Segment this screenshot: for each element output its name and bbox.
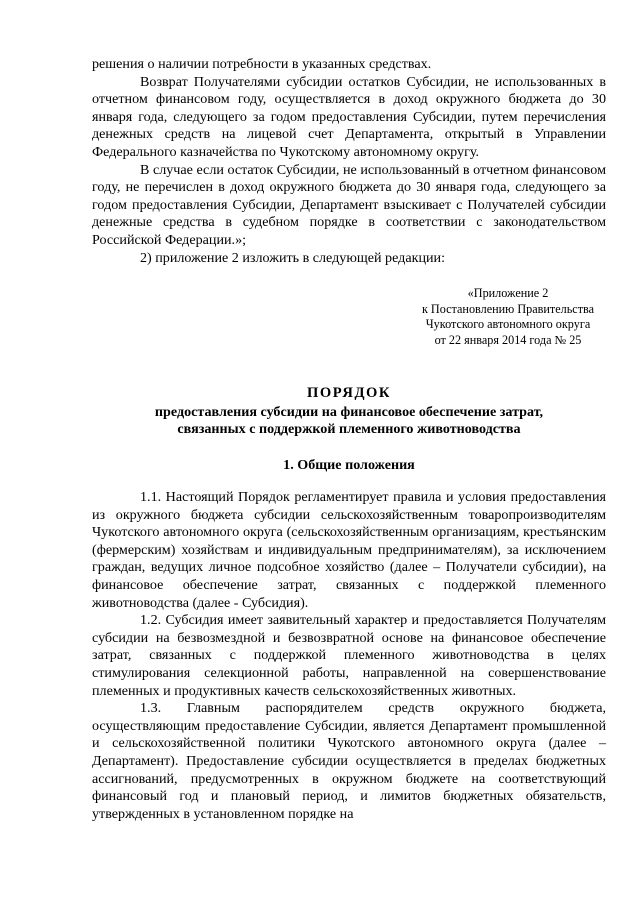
paragraph-continuation: решения о наличии потребности в указанных средствах. <box>92 56 432 72</box>
paragraph-refund: Возврат Получателями субсидии остатков Субсидии, не использованных в отчетном финансовом году, осуществляется в доход окружного бюджета до 30 января года, следующего за годом предоставления Субсидии, путем перечисления денежных средств на лицевой счет Департамента, открытый в Управлении Федерального казначейства по Чукотскому автономному округу. <box>92 73 606 160</box>
order-subtitle-line-2: связанных с поддержкой племенного животноводства <box>177 421 521 438</box>
order-title: ПОРЯДОК <box>307 384 391 401</box>
appendix-line-4: от 22 января 2014 года № 25 <box>434 332 582 347</box>
appendix-line-3: Чукотского автономного округа <box>425 317 591 332</box>
clause-1-3: 1.3. Главным распорядителем средств окружного бюджета, осуществляющим предоставление Субсидии, является Департамент промышленной и сельскохозяйственной политики Чукотского автономного округа (далее – Департамент). Предоставление субсидии осуществляется в пределах бюджетных ассигнований, предусмотренных в окружном бюджете на соответствующий финансовый год и плановый период, и лимитов бюджетных обязательств, утвержденных в установленном порядке на <box>92 700 606 822</box>
appendix-line-1: «Приложение 2 <box>467 286 549 301</box>
section-heading-general: 1. Общие положения <box>283 457 415 474</box>
order-subtitle-line-1: предоставления субсидии на финансовое обеспечение затрат, <box>154 403 544 420</box>
paragraph-item-2: 2) приложение 2 изложить в следующей редакции: <box>140 249 445 266</box>
paragraph-court-recovery: В случае если остаток Субсидии, не использованный в отчетном финансовом году, не перечислен в доход окружного бюджета до 30 января года, следующего за годом предоставления Субсидии, Департамент взыскивает с Получателей субсидии денежные средства в судебном порядке в соответствии с законодательством Российской Федерации.»; <box>92 161 606 248</box>
clause-1-1: 1.1. Настоящий Порядок регламентирует правила и условия предоставления из окружного бюджета субсидии сельскохозяйственным товаропроизводителям Чукотского автономного округа (сельскохозяйственным организациям, крестьянским (фермерским) хозяйствам и индивидуальным предпринимателям), за исключением граждан, ведущих личное подсобное хозяйство (далее – Получатели субсидии), на финансовое обеспечение затрат, связанных с поддержкой племенного животноводства (далее - Субсидия). <box>92 489 606 611</box>
order-subtitle <box>92 404 606 440</box>
document-page <box>92 56 606 823</box>
appendix-reference <box>410 286 606 348</box>
clause-1-2: 1.2. Субсидия имеет заявительный характер и предоставляется Получателям субсидии на безвозмездной и безвозвратной основе на финансовое обеспечение затрат, связанных с поддержкой племенного животноводства в целях стимулирования селекционной работы, направленной на совершенствование племенных и продуктивных качеств сельскохозяйственных животных. <box>92 612 606 699</box>
appendix-line-2: к Постановлению Правительства <box>421 301 595 316</box>
